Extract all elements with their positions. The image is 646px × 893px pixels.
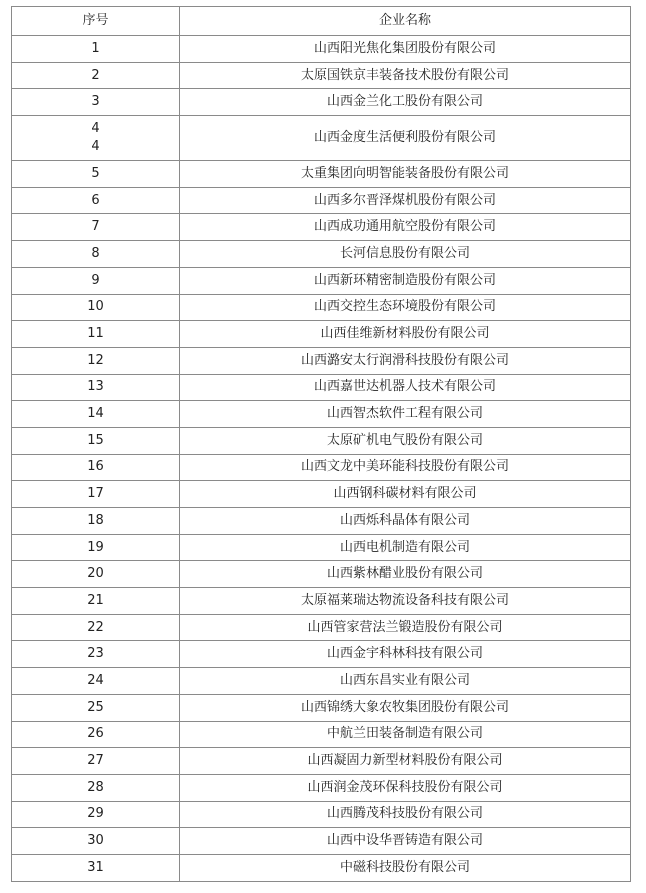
seq-cell: 16 <box>12 454 180 481</box>
table-row <box>12 481 631 508</box>
seq-cell: 27 <box>12 748 180 775</box>
company-name-cell: 山西佳维新材料股份有限公司 <box>180 321 631 348</box>
table-row <box>12 561 631 588</box>
table-row <box>12 89 631 116</box>
company-name-cell: 山西成功通用航空股份有限公司 <box>180 214 631 241</box>
seq-cell: 8 <box>12 241 180 268</box>
company-name-cell: 太原福莱瑞达物流设备科技有限公司 <box>180 588 631 615</box>
company-name-cell: 山西新环精密制造股份有限公司 <box>180 267 631 294</box>
table-row <box>12 347 631 374</box>
company-name-cell: 中航兰田装备制造有限公司 <box>180 721 631 748</box>
seq-cell: 3 <box>12 89 180 116</box>
seq-cell: 1 <box>12 36 180 63</box>
table-row <box>12 214 631 241</box>
company-name-cell: 太重集团向明智能装备股份有限公司 <box>180 161 631 188</box>
company-name-cell: 山西烁科晶体有限公司 <box>180 508 631 535</box>
company-name-cell: 山西阳光焦化集团股份有限公司 <box>180 36 631 63</box>
table-header <box>12 7 631 36</box>
seq-cell: 11 <box>12 321 180 348</box>
company-name-cell: 山西多尔晋泽煤机股份有限公司 <box>180 187 631 214</box>
table-row <box>12 374 631 401</box>
header-row <box>12 7 631 36</box>
seq-cell: 21 <box>12 588 180 615</box>
company-name-cell: 山西金兰化工股份有限公司 <box>180 89 631 116</box>
table-body <box>12 36 631 882</box>
seq-cell: 14 <box>12 401 180 428</box>
seq-cell: 12 <box>12 347 180 374</box>
table-row <box>12 774 631 801</box>
enterprise-table <box>11 6 631 882</box>
seq-cell: 7 <box>12 214 180 241</box>
seq-cell: 29 <box>12 801 180 828</box>
seq-cell: 10 <box>12 294 180 321</box>
seq-number-repeat: 4 <box>91 139 100 155</box>
company-name-cell: 山西锦绣大象农牧集团股份有限公司 <box>180 694 631 721</box>
company-name-cell: 山西嘉世达机器人技术有限公司 <box>180 374 631 401</box>
table-row <box>12 694 631 721</box>
table-row <box>12 721 631 748</box>
company-name-cell: 山西智杰软件工程有限公司 <box>180 401 631 428</box>
seq-cell: 19 <box>12 534 180 561</box>
table-row <box>12 116 631 161</box>
company-name-cell: 山西中设华晋铸造有限公司 <box>180 828 631 855</box>
table-row <box>12 454 631 481</box>
seq-cell: 18 <box>12 508 180 535</box>
seq-cell: 20 <box>12 561 180 588</box>
company-name-cell: 山西交控生态环境股份有限公司 <box>180 294 631 321</box>
header-company-name: 企业名称 <box>180 7 631 36</box>
company-name-cell: 山西钢科碳材料有限公司 <box>180 481 631 508</box>
table-row <box>12 321 631 348</box>
table-row <box>12 641 631 668</box>
seq-cell: 22 <box>12 614 180 641</box>
seq-cell: 13 <box>12 374 180 401</box>
seq-cell: 31 <box>12 854 180 881</box>
company-name-cell: 山西金宇科林科技有限公司 <box>180 641 631 668</box>
company-name-cell: 山西文龙中美环能科技股份有限公司 <box>180 454 631 481</box>
seq-cell: 28 <box>12 774 180 801</box>
table-row <box>12 401 631 428</box>
seq-cell: 9 <box>12 267 180 294</box>
table-row <box>12 36 631 63</box>
table-row <box>12 427 631 454</box>
table-row <box>12 267 631 294</box>
table-row <box>12 801 631 828</box>
table-row <box>12 614 631 641</box>
company-name-cell: 太原矿机电气股份有限公司 <box>180 427 631 454</box>
seq-number: 4 <box>91 121 100 137</box>
table-row <box>12 534 631 561</box>
company-name-cell: 山西金度生活便利股份有限公司 <box>180 116 631 161</box>
seq-cell: 5 <box>12 161 180 188</box>
company-name-cell: 山西腾茂科技股份有限公司 <box>180 801 631 828</box>
seq-cell <box>12 116 180 161</box>
table-row <box>12 241 631 268</box>
seq-cell: 24 <box>12 668 180 695</box>
seq-cell: 6 <box>12 187 180 214</box>
company-name-cell: 太原国铁京丰装备技术股份有限公司 <box>180 62 631 89</box>
table-row <box>12 294 631 321</box>
table-row <box>12 668 631 695</box>
company-name-cell: 长河信息股份有限公司 <box>180 241 631 268</box>
company-name-cell: 山西润金茂环保科技股份有限公司 <box>180 774 631 801</box>
company-name-cell: 山西东昌实业有限公司 <box>180 668 631 695</box>
company-name-cell: 山西紫林醋业股份有限公司 <box>180 561 631 588</box>
table-row <box>12 187 631 214</box>
company-name-cell: 山西潞安太行润滑科技股份有限公司 <box>180 347 631 374</box>
seq-cell: 17 <box>12 481 180 508</box>
table-row <box>12 588 631 615</box>
table-row <box>12 508 631 535</box>
company-name-cell: 山西管家营法兰锻造股份有限公司 <box>180 614 631 641</box>
table-row <box>12 161 631 188</box>
seq-cell: 23 <box>12 641 180 668</box>
table-row <box>12 62 631 89</box>
table-row <box>12 748 631 775</box>
seq-cell: 26 <box>12 721 180 748</box>
seq-cell: 15 <box>12 427 180 454</box>
company-name-cell: 山西电机制造有限公司 <box>180 534 631 561</box>
company-name-cell: 中磁科技股份有限公司 <box>180 854 631 881</box>
table-row <box>12 854 631 881</box>
table-row <box>12 828 631 855</box>
seq-cell: 25 <box>12 694 180 721</box>
company-name-cell: 山西凝固力新型材料股份有限公司 <box>180 748 631 775</box>
seq-cell: 2 <box>12 62 180 89</box>
seq-cell: 30 <box>12 828 180 855</box>
header-seq: 序号 <box>12 7 180 36</box>
